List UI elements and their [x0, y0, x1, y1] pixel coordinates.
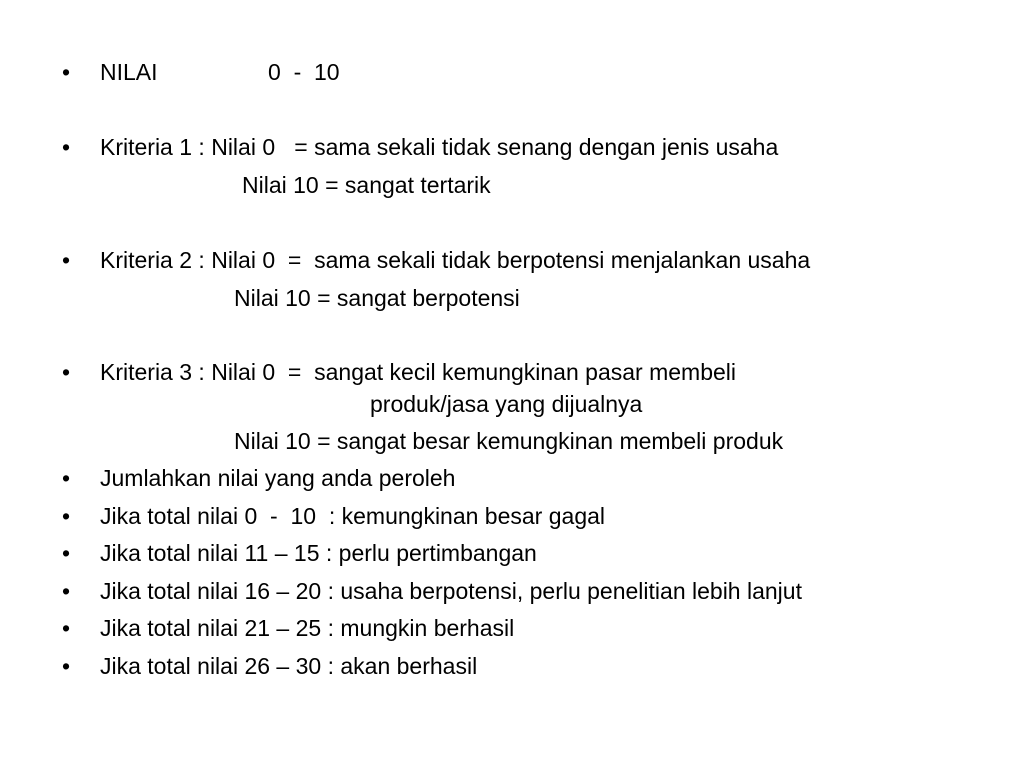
summary-item: Jika total nilai 0 - 10 : kemungkinan besar gagal: [100, 503, 606, 529]
bullet-marker: •: [62, 465, 71, 491]
bullet-marker: •: [62, 540, 71, 566]
kriteria-3-lead-wrap: produk/jasa yang dijualnya: [370, 391, 643, 417]
summary-item: Jika total nilai 11 – 15 : perlu pertimbangan: [100, 540, 537, 566]
bullet-marker: •: [62, 359, 71, 385]
kriteria-1-second: Nilai 10 = sangat tertarik: [242, 172, 491, 198]
bullet-marker: •: [62, 503, 71, 529]
bullet-marker: •: [62, 578, 71, 604]
bullet-marker: •: [62, 247, 71, 273]
summary-item: Jika total nilai 16 – 20 : usaha berpotensi, perlu penelitian lebih lanjut: [100, 578, 802, 604]
nilai-label: NILAI: [100, 59, 158, 85]
summary-item: Jika total nilai 21 – 25 : mungkin berhasil: [100, 615, 515, 641]
bullet-marker: •: [62, 653, 71, 679]
bullet-marker: •: [62, 615, 71, 641]
bullet-marker: •: [62, 59, 71, 85]
kriteria-3-second: Nilai 10 = sangat besar kemungkinan membeli produk: [234, 428, 784, 454]
nilai-range: 0 - 10: [268, 59, 340, 85]
kriteria-1-lead: Kriteria 1 : Nilai 0 = sama sekali tidak senang dengan jenis usaha: [100, 134, 779, 160]
kriteria-2-second: Nilai 10 = sangat berpotensi: [234, 285, 520, 311]
summary-item: Jika total nilai 26 – 30 : akan berhasil: [100, 653, 478, 679]
kriteria-3-lead: Kriteria 3 : Nilai 0 = sangat kecil kemungkinan pasar membeli: [100, 359, 736, 385]
bullet-marker: •: [62, 134, 71, 160]
kriteria-2-lead: Kriteria 2 : Nilai 0 = sama sekali tidak berpotensi menjalankan usaha: [100, 247, 811, 273]
summary-item: Jumlahkan nilai yang anda peroleh: [100, 465, 456, 491]
